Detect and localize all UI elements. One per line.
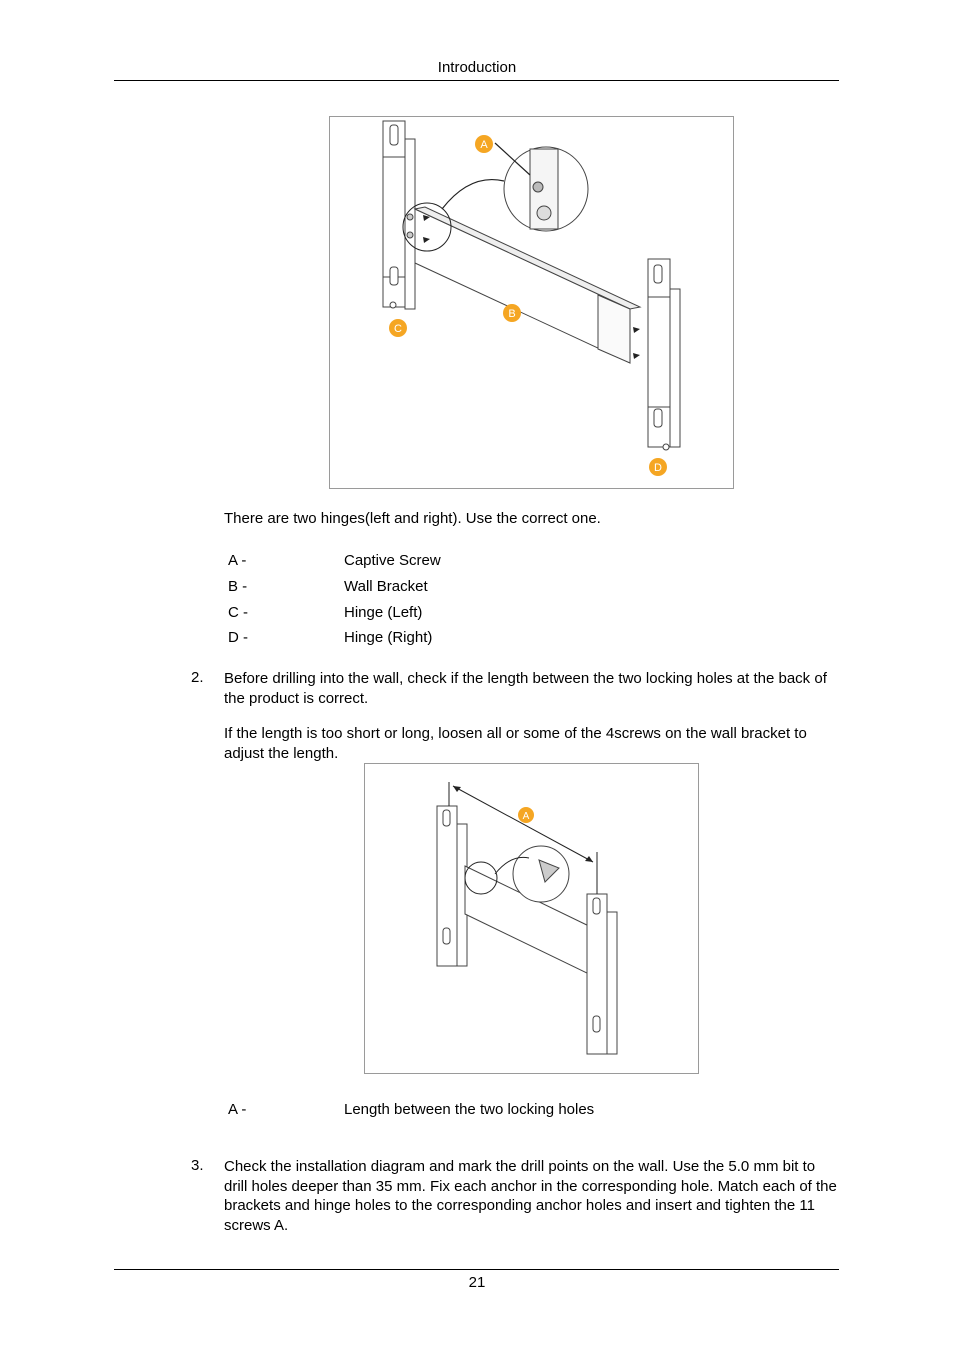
zoom-detail-circle xyxy=(513,846,569,902)
step-3-number: 3. xyxy=(191,1157,204,1174)
legend-c-value: Hinge (Left) xyxy=(344,604,423,621)
legend-b-value: Wall Bracket xyxy=(344,578,428,595)
legend-a-value: Captive Screw xyxy=(344,552,441,569)
callout-d-label: D xyxy=(654,462,662,474)
legend2-a-key: A - xyxy=(228,1101,247,1118)
legend-c-key: C - xyxy=(228,604,248,621)
wall-mount-assembly-illustration xyxy=(330,117,733,488)
locking-hole-length-illustration xyxy=(365,764,698,1073)
step-2-number: 2. xyxy=(191,669,204,686)
legend-d-key: D - xyxy=(228,629,248,646)
legend2-a-value: Length between the two locking holes xyxy=(344,1101,595,1118)
step-2-text: Before drilling into the wall, check if the length between the two locking holes at the back of the product is correct. xyxy=(224,670,827,707)
figure-wall-mount-assembly xyxy=(329,116,734,489)
callout-a-label: A xyxy=(522,811,530,822)
callout-b-label: B xyxy=(508,308,516,320)
page-number: 21 xyxy=(468,1274,486,1291)
legend-b-key: B - xyxy=(228,578,248,595)
legend-d-value: Hinge (Right) xyxy=(344,629,433,646)
callout-a-label: A xyxy=(480,139,488,151)
legend-a-key: A - xyxy=(228,552,247,569)
zoom-connector-arrow xyxy=(442,180,504,209)
step-2-text-detail: If the length is too short or long, loosen all or some of the 4screws on the wall bracket to adjust the length. xyxy=(224,725,807,762)
callout-c-label: C xyxy=(394,323,402,335)
figure-locking-hole-length xyxy=(364,763,699,1074)
header-rule xyxy=(114,80,839,81)
footer-rule xyxy=(114,1269,839,1270)
page-header-title: Introduction xyxy=(437,59,517,76)
length-dimension-line xyxy=(453,786,593,862)
step-3-text: Check the installation diagram and mark the drill points on the wall. Use the 5.0 mm bit to drill holes deeper than 35 mm. Fix each anchor in the corresponding hole. Match each of the brackets and hinge holes to the corresponding anchor holes and insert and tighten the 11 screws A. xyxy=(224,1158,837,1234)
hinge-note: There are two hinges(left and right). Use the correct one. xyxy=(224,510,601,527)
